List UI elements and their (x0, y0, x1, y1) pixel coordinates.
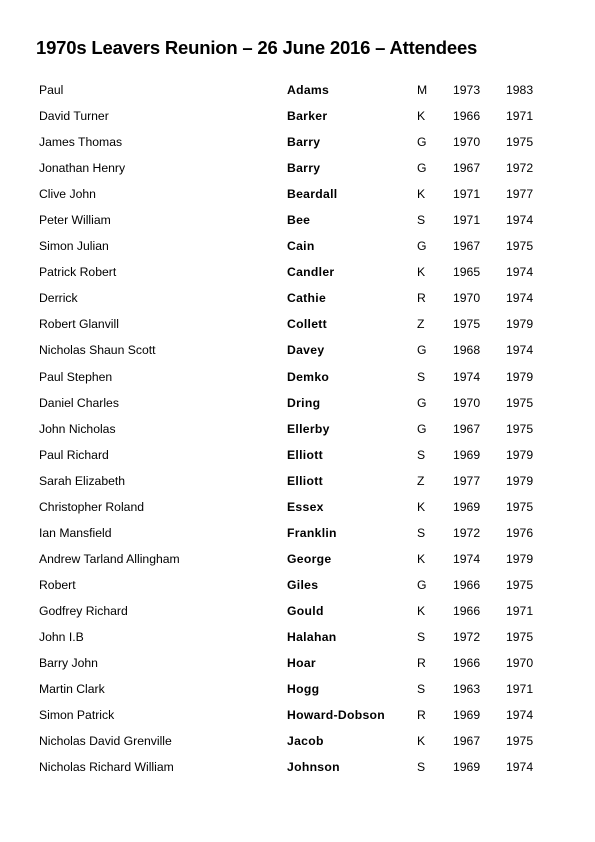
attendee-start-year: 1972 (453, 629, 481, 644)
attendee-row (0, 494, 595, 520)
attendee-surname: Gould (287, 603, 324, 618)
attendee-end-year: 1975 (506, 499, 534, 514)
attendee-start-year: 1967 (453, 734, 481, 749)
attendee-first-names: Robert Glanvill (39, 317, 119, 332)
attendee-house: G (417, 135, 427, 150)
attendee-first-names: Peter William (39, 213, 111, 228)
attendee-surname: Barry (287, 135, 321, 150)
attendee-start-year: 1970 (453, 291, 481, 306)
attendee-house: K (417, 265, 426, 280)
attendee-surname: Halahan (287, 629, 337, 644)
attendee-house: Z (417, 473, 425, 488)
attendee-surname: Cathie (287, 291, 327, 306)
attendee-row (0, 129, 595, 155)
attendee-start-year: 1970 (453, 395, 481, 410)
attendee-surname: Johnson (287, 760, 340, 775)
attendee-end-year: 1974 (506, 760, 534, 775)
attendee-first-names: James Thomas (39, 135, 123, 150)
attendee-start-year: 1969 (453, 447, 481, 462)
attendee-first-names: Sarah Elizabeth (39, 473, 126, 488)
attendee-end-year: 1974 (506, 213, 534, 228)
attendee-end-year: 1975 (506, 421, 534, 436)
attendee-row (0, 311, 595, 337)
attendee-house: R (417, 291, 426, 306)
attendee-surname: Giles (287, 577, 319, 592)
attendee-start-year: 1975 (453, 317, 481, 332)
attendee-row (0, 546, 595, 572)
attendee-first-names: Paul (39, 83, 64, 97)
attendee-start-year: 1966 (453, 109, 481, 124)
attendee-house: G (417, 161, 427, 176)
attendee-house: K (417, 187, 426, 202)
attendee-start-year: 1971 (453, 213, 481, 228)
attendee-house: S (417, 213, 426, 228)
attendee-first-names: Martin Clark (39, 682, 105, 697)
attendee-start-year: 1968 (453, 343, 481, 358)
attendee-row (0, 390, 595, 416)
attendee-end-year: 1970 (506, 656, 534, 671)
attendee-house: M (417, 83, 428, 97)
attendee-end-year: 1971 (506, 109, 534, 124)
attendee-house: G (417, 343, 427, 358)
attendee-start-year: 1974 (453, 369, 481, 384)
attendee-first-names: Paul Richard (39, 447, 109, 462)
attendee-house: S (417, 369, 426, 384)
attendee-start-year: 1963 (453, 682, 481, 697)
attendee-end-year: 1971 (506, 603, 534, 618)
attendee-house: G (417, 577, 427, 592)
attendee-row (0, 233, 595, 259)
attendee-end-year: 1979 (506, 369, 534, 384)
attendee-end-year: 1975 (506, 629, 534, 644)
attendee-first-names: Derrick (39, 291, 78, 306)
attendee-row (0, 207, 595, 233)
attendee-end-year: 1974 (506, 343, 534, 358)
attendee-surname: Hoar (287, 656, 316, 671)
attendee-house: K (417, 551, 426, 566)
attendee-first-names: Patrick Robert (39, 265, 117, 280)
attendee-start-year: 1969 (453, 760, 481, 775)
attendee-row (0, 728, 595, 754)
attendee-row (0, 572, 595, 598)
attendee-start-year: 1969 (453, 708, 481, 723)
attendee-end-year: 1975 (506, 395, 534, 410)
attendee-house: K (417, 499, 426, 514)
attendee-house: S (417, 447, 426, 462)
attendee-row (0, 285, 595, 311)
attendee-end-year: 1974 (506, 291, 534, 306)
attendee-row (0, 468, 595, 494)
attendee-end-year: 1975 (506, 734, 534, 749)
attendee-start-year: 1971 (453, 187, 481, 202)
attendee-first-names: Robert (39, 577, 76, 592)
attendee-house: K (417, 603, 426, 618)
attendee-house: R (417, 656, 426, 671)
attendee-start-year: 1966 (453, 603, 481, 618)
attendee-first-names: Clive John (39, 187, 96, 202)
attendee-house: G (417, 421, 427, 436)
attendee-surname: Dring (287, 395, 321, 410)
attendee-end-year: 1974 (506, 265, 534, 280)
attendee-end-year: 1974 (506, 708, 534, 723)
attendee-first-names: John I.B (39, 629, 84, 644)
attendee-surname: Elliott (287, 447, 323, 462)
attendee-first-names: Nicholas Richard William (39, 760, 174, 775)
attendee-row (0, 598, 595, 624)
attendee-row (0, 754, 595, 780)
attendee-start-year: 1966 (453, 577, 481, 592)
attendee-start-year: 1969 (453, 499, 481, 514)
attendee-first-names: Nicholas Shaun Scott (39, 343, 156, 358)
attendee-surname: Essex (287, 499, 324, 514)
attendee-surname: Cain (287, 239, 315, 254)
attendee-start-year: 1967 (453, 239, 481, 254)
attendee-end-year: 1971 (506, 682, 534, 697)
attendee-end-year: 1975 (506, 239, 534, 254)
attendee-surname: Bee (287, 213, 311, 228)
attendee-house: S (417, 525, 426, 540)
attendee-house: S (417, 760, 426, 775)
attendee-start-year: 1965 (453, 265, 481, 280)
attendee-surname: Davey (287, 343, 325, 358)
attendee-row (0, 259, 595, 285)
attendee-start-year: 1967 (453, 161, 481, 176)
attendee-house: S (417, 629, 426, 644)
attendee-first-names: David Turner (39, 109, 109, 124)
attendee-house: G (417, 239, 427, 254)
attendee-first-names: Daniel Charles (39, 395, 119, 410)
attendee-first-names: Ian Mansfield (39, 525, 112, 540)
attendee-end-year: 1976 (506, 525, 534, 540)
attendee-surname: Franklin (287, 525, 337, 540)
attendee-surname: Jacob (287, 734, 324, 749)
attendee-first-names: Simon Julian (39, 239, 109, 254)
attendee-row (0, 337, 595, 363)
attendee-first-names: Christopher Roland (39, 499, 145, 514)
attendee-start-year: 1966 (453, 656, 481, 671)
attendee-end-year: 1975 (506, 135, 534, 150)
attendee-row (0, 364, 595, 390)
attendee-house: S (417, 682, 426, 697)
attendee-end-year: 1983 (506, 83, 534, 97)
attendee-surname: Barry (287, 161, 321, 176)
attendee-house: K (417, 734, 426, 749)
attendee-row (0, 181, 595, 207)
attendee-start-year: 1967 (453, 421, 481, 436)
attendee-surname: Candler (287, 265, 335, 280)
attendee-first-names: Jonathan Henry (39, 161, 126, 176)
attendee-end-year: 1979 (506, 317, 534, 332)
attendee-house: G (417, 395, 427, 410)
attendee-start-year: 1972 (453, 525, 481, 540)
attendee-end-year: 1975 (506, 577, 534, 592)
attendee-end-year: 1977 (506, 187, 534, 202)
attendee-first-names: Godfrey Richard (39, 603, 128, 618)
attendee-start-year: 1973 (453, 83, 481, 97)
attendee-surname: Hogg (287, 682, 320, 697)
attendee-surname: Barker (287, 109, 328, 124)
attendee-row (0, 702, 595, 728)
attendee-surname: Howard-Dobson (287, 708, 386, 723)
attendee-house: R (417, 708, 426, 723)
attendee-row (0, 77, 595, 103)
attendee-surname: Ellerby (287, 421, 330, 436)
attendee-surname: Elliott (287, 473, 323, 488)
attendee-house: K (417, 109, 426, 124)
attendee-start-year: 1970 (453, 135, 481, 150)
attendee-first-names: Andrew Tarland Allingham (39, 551, 180, 566)
attendee-end-year: 1972 (506, 161, 534, 176)
attendee-row (0, 676, 595, 702)
attendee-row (0, 103, 595, 129)
attendee-surname: Adams (287, 83, 330, 97)
attendee-surname: Collett (287, 317, 328, 332)
attendee-row (0, 520, 595, 546)
attendee-first-names: Nicholas David Grenville (39, 734, 172, 749)
attendee-first-names: Paul Stephen (39, 369, 113, 384)
attendee-end-year: 1979 (506, 447, 534, 462)
attendee-end-year: 1979 (506, 473, 534, 488)
attendee-start-year: 1977 (453, 473, 481, 488)
attendee-row (0, 624, 595, 650)
page-title: 1970s Leavers Reunion – 26 June 2016 – Attendees (36, 37, 478, 58)
attendee-surname: Demko (287, 369, 330, 384)
attendee-start-year: 1974 (453, 551, 481, 566)
attendee-surname: Beardall (287, 187, 338, 202)
attendee-surname: George (287, 551, 332, 566)
attendee-table (0, 77, 595, 780)
attendee-first-names: Barry John (39, 656, 98, 671)
attendee-row (0, 155, 595, 181)
attendee-row (0, 416, 595, 442)
attendee-first-names: Simon Patrick (39, 708, 115, 723)
attendee-house: Z (417, 317, 425, 332)
attendee-row (0, 650, 595, 676)
attendee-end-year: 1979 (506, 551, 534, 566)
attendee-row (0, 442, 595, 468)
attendee-first-names: John Nicholas (39, 421, 116, 436)
